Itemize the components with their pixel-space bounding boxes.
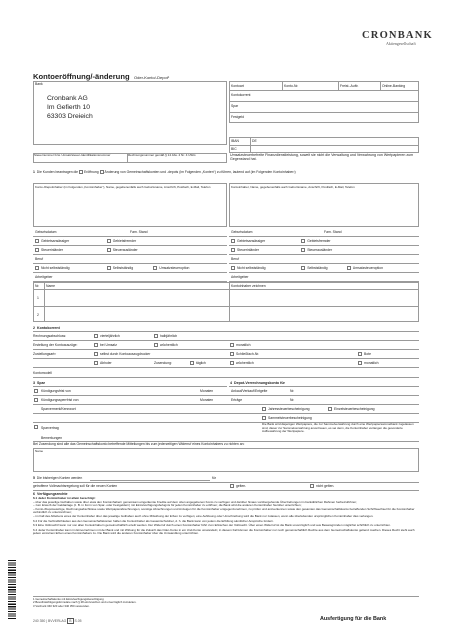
row-spar: Spar (231, 104, 239, 108)
checkbox-gf[interactable] (107, 239, 111, 243)
checkbox-sparvertrag[interactable] (34, 425, 38, 429)
checkbox-se[interactable] (301, 266, 305, 270)
checkbox-sammelsteuer[interactable] (262, 416, 266, 420)
checkbox-schliessfach[interactable] (230, 352, 234, 356)
label-sa: Steuerausländer (112, 248, 138, 252)
label-gl: Gebietsansässiger (41, 239, 70, 243)
section-4-text: Die Bank wird diejenigen Wertpapiere, die zur Sammelverwahrung durch eine Wertpapiersammelbank zugelassen sind, dieser zur Sammelverwahrung anvertrauen, es sei denn, die Kontoinhaber verlangen die gesonderte Aufbewahrung der Wertpapiere. (262, 422, 414, 434)
footer-code: 240 350 | BVVERLAG B S.05 (33, 619, 82, 623)
checkbox-jahressteuer[interactable] (262, 407, 266, 411)
section-6-title: 6 Verfügungsrechte (33, 492, 68, 496)
row-festgeld: Festgeld (231, 115, 245, 119)
bank-address: Cronbank AG Im Gefierth 10 63303 Dreieich (47, 95, 93, 120)
checkbox-monatlich-2[interactable] (358, 361, 362, 365)
checkbox-se[interactable] (107, 266, 111, 270)
label-ag: Arbeitgeber (231, 275, 249, 279)
section-3-title: 3 Spar (33, 381, 45, 385)
label-se: Selbstständig (307, 266, 328, 270)
person-1-details (33, 228, 227, 282)
iban-field[interactable]: DE (252, 139, 257, 143)
label-sa: Steuerausländer (307, 248, 333, 252)
checkbox-nicht-gelten[interactable] (310, 484, 314, 488)
section-5-bisher: 5 Die bisherigen Konten werden (33, 476, 83, 480)
label-beruf: Beruf (231, 257, 240, 261)
barcode (8, 560, 16, 620)
checkbox-taeglich[interactable] (190, 361, 194, 365)
label-geb: Geburtsdatum (35, 230, 57, 234)
checkbox-sa[interactable] (107, 248, 111, 252)
footer-copy-label: Ausfertigung für die Bank (320, 616, 387, 622)
checkbox-gl[interactable] (35, 239, 39, 243)
mail-recipient-box[interactable] (33, 448, 419, 472)
label-si: Steuerinländer (237, 248, 260, 252)
bank-label: Bank (35, 82, 43, 86)
checkbox-bote[interactable] (358, 352, 362, 356)
checkbox-woechentlich-2[interactable] (230, 361, 234, 365)
checkbox-ns[interactable] (35, 266, 39, 270)
label-ua: Umsatzsteueroption (352, 266, 383, 270)
checkbox-vierteljaehrlich[interactable] (94, 334, 98, 338)
checkbox-halbjaehrlich[interactable] (154, 334, 158, 338)
checkbox-woechentlich[interactable] (154, 343, 158, 347)
holder-2-box[interactable] (229, 183, 419, 227)
checkbox-kontoauszugdrucker[interactable] (94, 352, 98, 356)
checkbox-bei-umsatz[interactable] (94, 343, 98, 347)
brand-name: CRONBANK (362, 30, 433, 41)
checkbox-si[interactable] (231, 248, 235, 252)
label-ns: Nicht selbstständig (41, 266, 70, 270)
section-4-title: 4 Depot-Verrechnungskonto für (230, 381, 285, 385)
checkbox-aenderung[interactable] (100, 170, 104, 174)
holder-1-box[interactable] (33, 183, 227, 227)
label-se: Selbstständig (112, 266, 134, 270)
section-1: 1 Die Kunden beantragen die Eröffnung Änderung von Gemeinschaftskonten und -depots (im Folgenden „Konten“) zu führen, lautend auf (im Folgenden Kontoinhaber²) (33, 170, 296, 174)
checkbox-gl[interactable] (231, 239, 235, 243)
page-title: Kontoeröffnung/-änderung Oder-Konto/-Depot¹ (33, 72, 170, 81)
label-beruf: Beruf (35, 257, 44, 261)
row-kontokorrent: Kontokorrent (231, 93, 251, 97)
label-fam: Fam. Stand (324, 230, 342, 234)
label-si: Steuerinländer (41, 248, 64, 252)
checkbox-eroeffnung[interactable] (79, 170, 83, 174)
label-gl: Gebietsansässiger (237, 239, 266, 243)
checkbox-sa[interactable] (301, 248, 305, 252)
tax-note: Umsatzsteuerbefreite Finanzdienstleistung, soweit sie nicht die Verwaltung und Verwahrung von Wertpapieren zum Gegenstand hat. (230, 153, 414, 161)
label-geb: Geburtsdatum (231, 230, 253, 234)
checkbox-ua[interactable] (153, 266, 157, 270)
footnotes: 1 Gemeinschaftskonto mit Einzelverfügungsberechtigung 2 Bevollmächtigungsformulare nach § 28 einzureichen und unverzüglich zuzuleiten. 3 Vordruck 340 320 oder 340 350 verwenden. (33, 597, 137, 608)
label-gf: Gebietsfremder (307, 239, 331, 243)
checkbox-gelten[interactable] (230, 484, 234, 488)
checkbox-abholer[interactable] (94, 361, 98, 365)
label-fam: Fam. Stand (130, 230, 148, 234)
section-5-text: Bei Zusendung sind alle das Gemeinschaftskonto betreffende Mitteilungen bis zum jederzeitigen Widerruf eines Kontoinhabers zu richten an: (33, 442, 245, 446)
label-ua: Umsatzsteueroption (159, 266, 190, 270)
checkbox-einzelsteuer[interactable] (328, 407, 332, 411)
checkbox-kuendigungsfrist[interactable] (34, 389, 38, 393)
label-gf: Gebietsfremder (112, 239, 137, 243)
checkbox-monatlich[interactable] (230, 343, 234, 347)
signature-table (33, 282, 419, 322)
label-ns: Nicht selbstständig (237, 266, 266, 270)
checkbox-si[interactable] (35, 248, 39, 252)
checkbox-kuendigungssperrfrist[interactable] (34, 398, 38, 402)
checkbox-gf[interactable] (301, 239, 305, 243)
person-2-details (229, 228, 419, 282)
label-ag: Arbeitgeber (35, 275, 53, 279)
section-6-body: 6.1 Jeder Kontoinhaber ist allein berechtigt: – über das jeweilige Guthaben sowie über etwa den Kontoinhabern gemeinsam eingeräumte Kredite auf dem oben angegebenen Konto zu verfügen und darüber hinaus vorübergehende Überziehungen im banküblichen Rahmen herbeizuführen; – zum Erwerb der Geldanlage (z. B. in Form von Spar- oder Festgeldern) mit Einzelverfügungsbefugnis für jeden Kontoinhaber zu eröffnen; die Bank wird die anderen Kontoinhaber hierüber unterrichten; – Konto-/Depotauszüge, Rechnungsabschlüsse sowie Wertpapierabrechnungen, sonstige Abrechnungen und Anzeigen für die Kontoinhaber entgegenzunehmen, zu prüfen und anzuerkennen sowie den gesamten das Gemeinschaftskonto betreffenden Schriftwechsel für die Kontoinhaber verbindlich zu unterzeichnen; – im Fall des Ablebens eines der Kontoinhaber über das jeweilige Guthaben auch ohne Mitwirkung der Erben zu verfügen; eine Auflösung oder Umschreibung wird die Bank nur zulassen, wenn alle überlebenden ursprünglichen Kontoinhaber dies verlangen. 6.2 Für die Verbindlichkeiten aus den Gemeinschaftskonten haften die Kontoinhaber als Gesamtschuldner, d. h. die Bank kann von jedem die Erfüllung sämtlicher Ansprüche fordern. 6.3 Eine Vollmacht² kann nur von allen Kontoinhabern gemeinschaftlich erteilt werden. Der Widerruf durch einen Kontoinhaber führt zum Erlöschen der Vollmacht. Über einen Widerruf ist die Bank unverzüglich und aus Beweisgründen möglichst schriftlich zu unterrichten. 6.4 Jeder Kontoinhaber kann im Einvernehmen mit der Bank und mit Wirkung für die Zukunft das Oder-Konto in ein Und-Konto umwandeln; in diesem Fall können die Kontoinhaber nur noch gemeinschaftlich Rechte aus dem Gemeinschaftskonto geltend machen. Dieses Recht steht auch jedem einzelnen Erben eines Kontoinhabers zu. Die Bank wird die anderen Kontoinhaber über die Umwandlung unterrichten. (33, 496, 415, 536)
brand-sub: Aktiengesellschaft (386, 41, 416, 46)
checkbox-ns[interactable] (231, 266, 235, 270)
logo (362, 30, 438, 46)
section-2-title: 2 Kontokorrent (33, 326, 60, 330)
checkbox-ua[interactable] (347, 266, 351, 270)
